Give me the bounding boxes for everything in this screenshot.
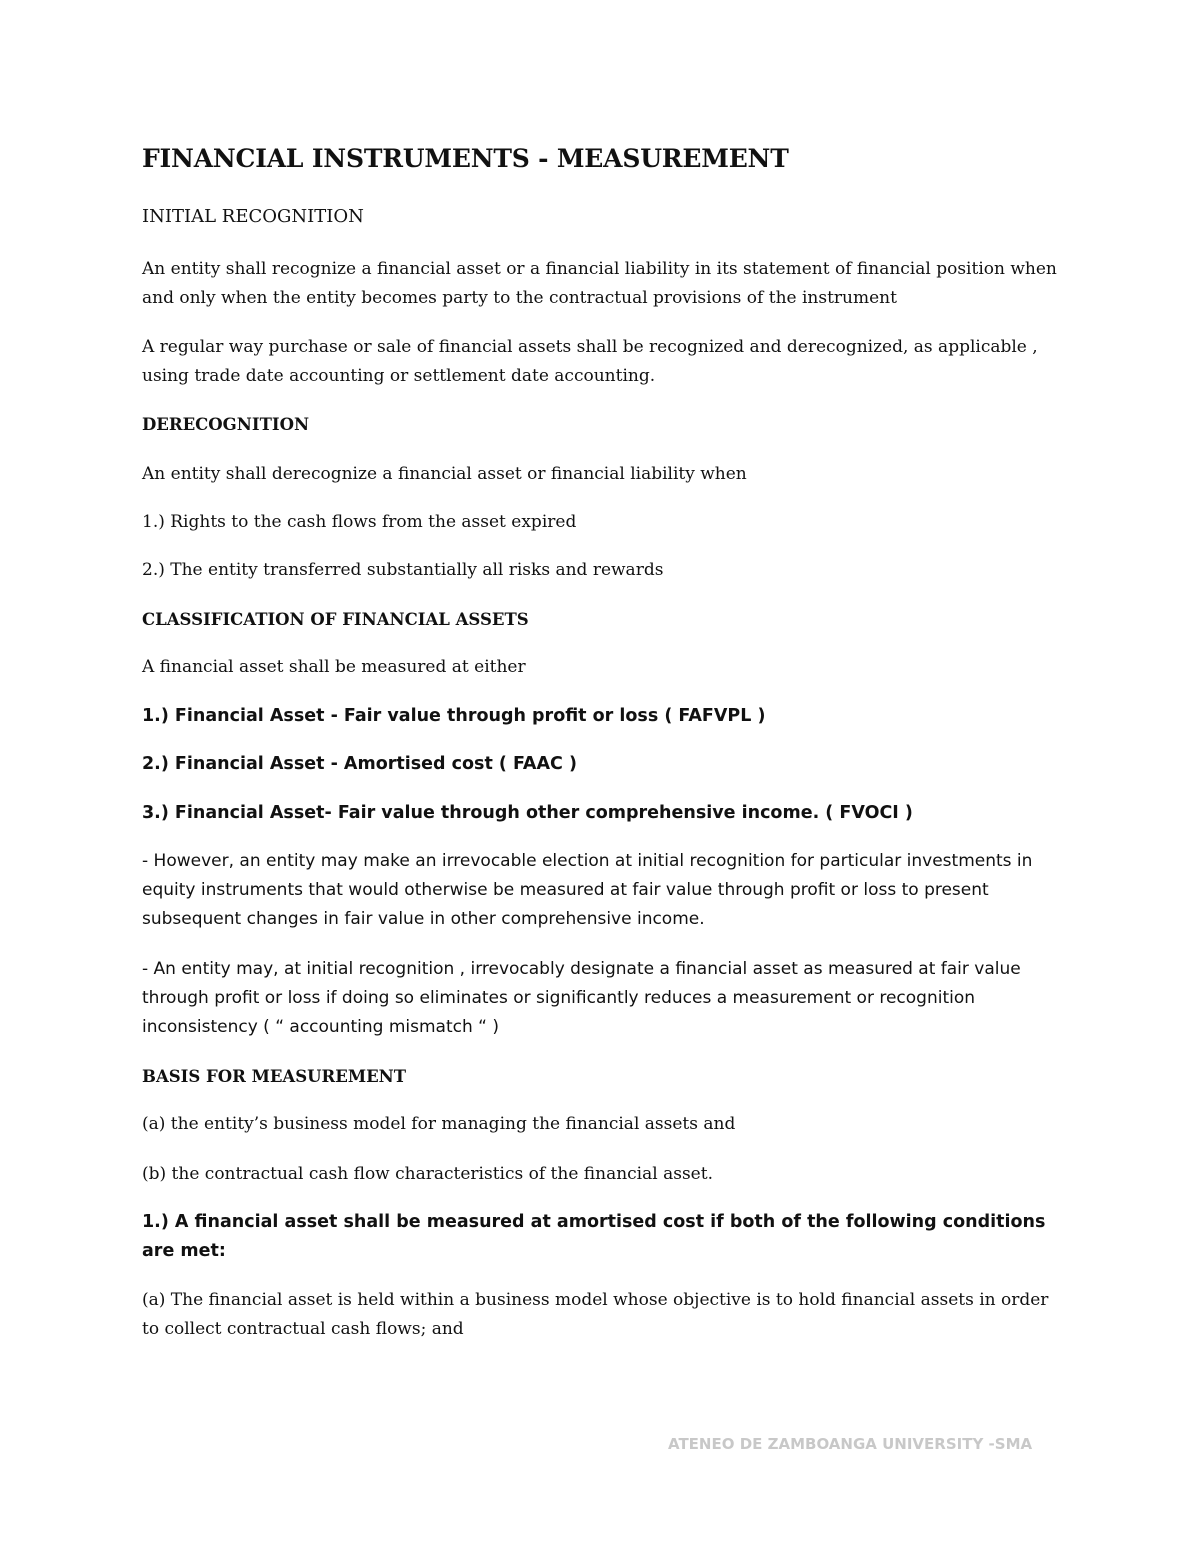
section-heading-classification: CLASSIFICATION OF FINANCIAL ASSETS	[142, 610, 529, 629]
basis-condition	[142, 1208, 1062, 1266]
derecognition-item-2: 2.) The entity transferred substantially all risks and rewards	[142, 560, 664, 580]
classification-intro: A financial asset shall be measured at either	[142, 657, 526, 677]
basis-condition-number: 1.)	[142, 1212, 169, 1232]
document-title: FINANCIAL INSTRUMENTS - MEASUREMENT	[142, 144, 789, 173]
initial-recognition-paragraph-1: An entity shall recognize a financial asset or a financial liability in its statement of financial position when and only when the entity becomes party to the contractual provisions of the instrument	[142, 259, 1057, 308]
classification-item-3: 3.) Financial Asset- Fair value through other comprehensive income. ( FVOCI )	[142, 803, 913, 823]
page-footer: ATENEO DE ZAMBOANGA UNIVERSITY -SMA	[668, 1435, 1033, 1453]
section-heading-derecognition: DERECOGNITION	[142, 415, 310, 434]
classification-item-2: 2.) Financial Asset - Amortised cost ( FAAC )	[142, 754, 577, 774]
classification-note-2: - An entity may, at initial recognition , irrevocably designate a financial asset as measured at fair value through profit or loss if doing so eliminates or significantly reduces a measurement or recognition inconsistency ( “ accounting mismatch “ )	[142, 959, 1021, 1037]
section-heading-basis: BASIS FOR MEASUREMENT	[142, 1067, 407, 1086]
basis-item-a: (a) the entity’s business model for managing the financial assets and	[142, 1114, 736, 1134]
derecognition-intro: An entity shall derecognize a financial asset or financial liability when	[142, 464, 747, 484]
initial-recognition-paragraph-2: A regular way purchase or sale of financial assets shall be recognized and derecognized, as applicable , using trade date accounting or settlement date accounting.	[142, 337, 1038, 386]
derecognition-item-1: 1.) Rights to the cash flows from the asset expired	[142, 512, 577, 532]
classification-note-1: - However, an entity may make an irrevocable election at initial recognition for particular investments in equity instruments that would otherwise be measured at fair value through profit or loss to present subsequent changes in fair value in other comprehensive income.	[142, 851, 1033, 929]
basis-condition-text: A financial asset shall be measured at amortised cost if both of the following conditions are met:	[142, 1212, 1046, 1261]
basis-item-b: (b) the contractual cash flow characteristics of the financial asset.	[142, 1164, 713, 1184]
basis-condition-a: (a) The financial asset is held within a business model whose objective is to hold financial assets in order to collect contractual cash flows; and	[142, 1290, 1049, 1339]
classification-item-1: 1.) Financial Asset - Fair value through profit or loss ( FAFVPL )	[142, 706, 766, 726]
section-heading-initial-recognition: INITIAL RECOGNITION	[142, 206, 364, 227]
